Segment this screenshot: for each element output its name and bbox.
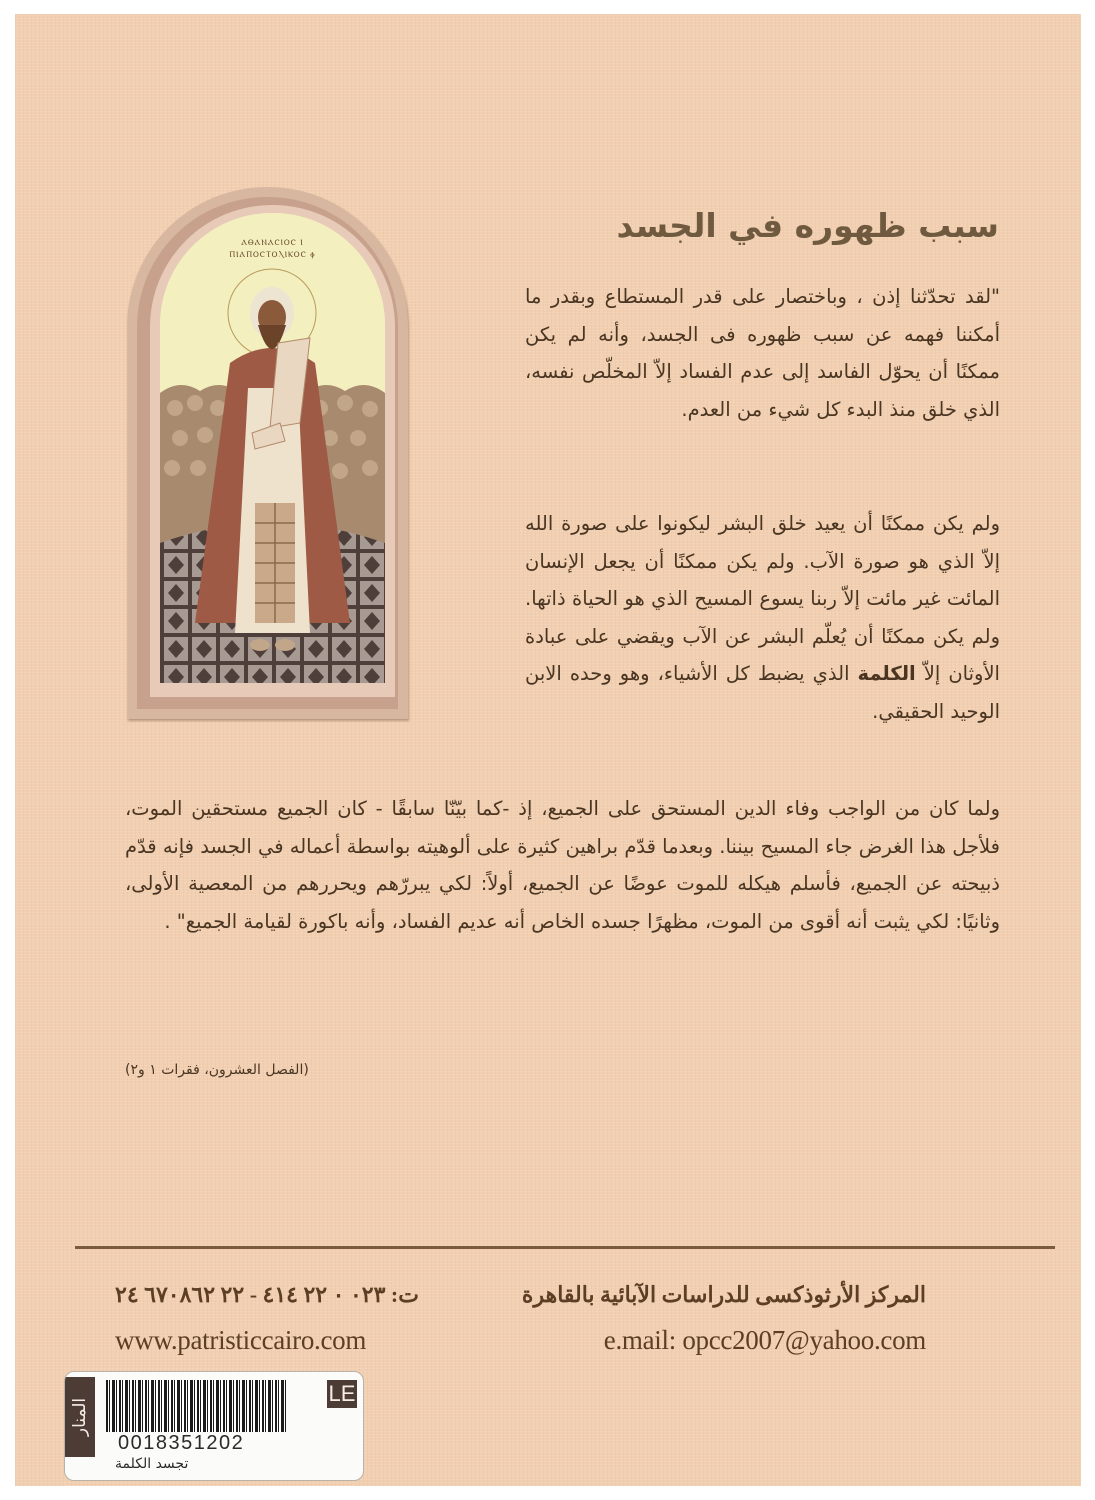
currency-badge: LE <box>328 1381 356 1406</box>
publisher-phone: ت: ٠٢٣ ٠ ٢٢ ٤١٤ - ٢٢ ٦٧٠٨٦٢ ٢٤ <box>115 1282 419 1307</box>
citation <box>125 1062 1000 1078</box>
footer-divider <box>75 1246 1055 1249</box>
article <box>15 14 1081 1486</box>
sticker-book-title: تجسد الكلمة <box>115 1456 189 1472</box>
book-back-cover <box>15 14 1081 1486</box>
publisher-name: المركز الأرثوذكسى للدراسات الآبائية بالقاهرة <box>521 1282 926 1307</box>
keyword-the-word: الكلمة <box>857 662 916 685</box>
paragraph-3: ولما كان من الواجب وفاء الدين المستحق على الجميع، إذ -كما بيّنّا سابقًا - كان الجميع مستحقين الموت، فلأجل هذا الغرض جاء المسيح بيننا. وبعدما قدّم براهين كثيرة على ألوهيته بواسطة أعماله في الجسد فإنه قدّم ذبيحته عن الجميع، فأسلم هيكله للموت عوضًا عن الجميع، أولاً: لكي يبررّهم ويحررهم من المعصية الأولى، وثانيًا: لكي يثبت أنه أقوى من الموت، مظهرًا جسده الخاص أنه عديم الفساد، وأنه باكورة لقيامة الجميع" . <box>125 797 1000 933</box>
publisher-website: www.patristiccairo.com <box>115 1325 367 1355</box>
article-title: سبب ظهوره في الجسد <box>616 206 999 245</box>
citation-text: (الفصل العشرون، فقرات ١ و٢) <box>125 1062 309 1078</box>
barcode-icon <box>106 1380 286 1432</box>
paragraph-2-part-2: الذي يضبط كل الأشياء، وهو وحده الابن الوحيد الحقيقي. <box>525 662 1000 723</box>
inscription-line-2: ⲠⲒⲀⲠⲞⲤⲦⲞⲖⲒⲔⲞⲤ ⲫ <box>229 250 316 259</box>
paragraph-1: "لقد تحدّثنا إذن ، وباختصار على قدر المستطاع وبقدر ما أمكننا فهمه عن سبب ظهوره فى الجسد، وأنه لم يكن ممكنًا أن يحوّل الفاسد إلى عدم الفساد إلاّ المخلّص نفسه، الذي خلق منذ البدء كل شيء من العدم. <box>525 285 1000 421</box>
paragraph-2-part-1: ولم يكن ممكنًا أن يعيد خلق البشر ليكونوا على صورة الله إلاّ الذي هو صورة الآب. ولم يكن ممكنًا أن يجعل الإنسان المائت غير مائت إلاّ ربنا يسوع المسيح الذي هو الحياة ذاتها. ولم يكن ممكنًا أن يُعلّم البشر عن الآب ويقضي على عبادة الأوثان إلاّ <box>525 512 1000 685</box>
paragraph-2 <box>525 505 1000 730</box>
inscription-line-1: ⲀⲐⲀⲚⲀⲤⲒⲞⲤ Ⲓ <box>241 238 304 247</box>
barcode-number: 0018351202 <box>118 1432 245 1454</box>
barcode-sticker <box>64 1371 364 1481</box>
store-label-text: المنار <box>70 1397 90 1437</box>
store-label <box>65 1377 95 1457</box>
publisher-email: e.mail: opcc2007@yahoo.com <box>603 1325 926 1355</box>
